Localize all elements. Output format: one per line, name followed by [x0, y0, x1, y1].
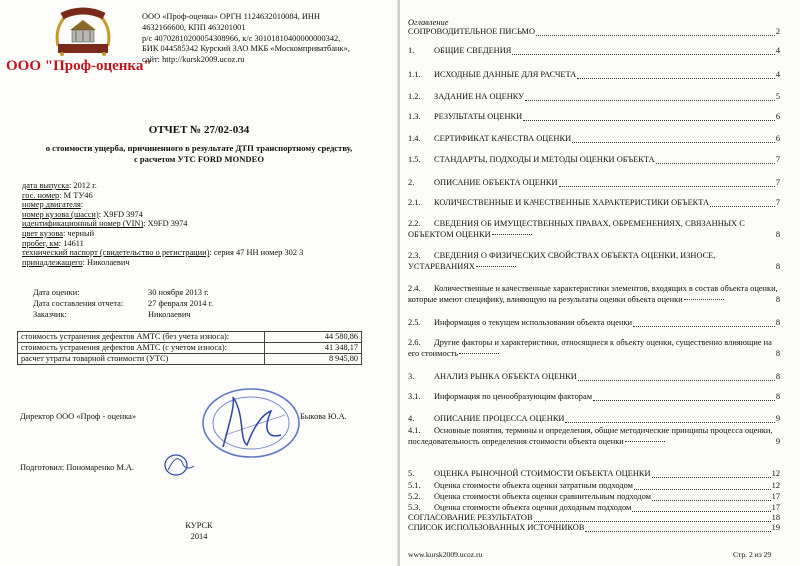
toc-leader-dots: [578, 379, 775, 381]
table-row: [18, 354, 362, 365]
toc-item[interactable]: [408, 392, 780, 403]
vehicle-row: [22, 181, 303, 191]
summary-label: стоимость устранения дефектов АМТС (с учетом износа):: [18, 343, 265, 354]
summary-label: стоимость устранения дефектов АМТС (без учета износа):: [18, 332, 265, 343]
toc-item[interactable]: [408, 251, 780, 272]
toc-item-page: 8: [775, 261, 780, 271]
toc-item-page: 8: [775, 372, 780, 381]
toc-leader-dots: [559, 185, 775, 187]
toc-item[interactable]: [408, 219, 780, 240]
toc-item-title: СВЕДЕНИЯ ОБ ИМУЩЕСТВЕННЫХ ПРАВАХ, ОБРЕМЕНЕНИЯХ, СВЯЗАННЫХ С ОБЪЕКТОМ ОЦЕНКИ: [408, 219, 745, 239]
toc-item-title: Другие факторы и характеристики, относящиеся к объекту оценки, существенно влияющие на его стоимость: [408, 338, 772, 358]
toc-leader-dots: [593, 399, 775, 401]
vehicle-row: [22, 200, 303, 210]
toc-leader-dots: [632, 510, 770, 512]
toc-leader-dots: [577, 77, 775, 79]
toc-item-number: 5.3.: [408, 503, 421, 512]
toc-item-number: 5.: [408, 469, 415, 478]
toc-item-page: 17: [771, 503, 780, 512]
toc-item-number: 2.2.: [408, 219, 421, 228]
toc-item-page: 12: [771, 481, 780, 490]
toc-item-page: 5: [775, 92, 780, 101]
vehicle-value: : Николаевич: [82, 257, 130, 267]
toc-leader-dots: [710, 205, 775, 207]
requisites-line: сайт: http://kursk2009.ucoz.ru: [142, 55, 245, 65]
date-row: [33, 287, 209, 298]
vehicle-row: [22, 248, 303, 258]
toc-item-number: 1.4.: [408, 134, 421, 143]
toc-item[interactable]: [408, 318, 780, 329]
report-subtitle: [0, 143, 398, 164]
company-logo: [50, 6, 116, 62]
company-name: ООО "Проф-оценка": [6, 58, 152, 74]
toc-item[interactable]: [408, 155, 780, 166]
toc-leader-dots: [476, 265, 516, 267]
toc-item-page: 9: [775, 414, 780, 423]
toc-item-title: ИСХОДНЫЕ ДАННЫЕ ДЛЯ РАСЧЕТА: [434, 70, 577, 79]
toc-leader-dots: [634, 488, 771, 490]
toc-item-page: 6: [775, 134, 780, 143]
director-name: Быкова Ю.А.: [300, 412, 347, 421]
toc-item-number: 1.2.: [408, 92, 421, 101]
toc-leader-dots: [652, 476, 771, 478]
toc-item-page: 9: [775, 436, 780, 446]
toc-item-page: 8: [775, 318, 780, 327]
toc-item[interactable]: [408, 198, 780, 209]
toc-item[interactable]: [408, 134, 780, 145]
toc-item-title: СЕРТИФИКАТ КАЧЕСТВА ОЦЕНКИ: [434, 134, 572, 143]
toc-item-title: ЗАДАНИЕ НА ОЦЕНКУ: [434, 92, 525, 101]
toc-leader-dots: [492, 233, 532, 235]
vehicle-row: [22, 258, 303, 268]
toc-item[interactable]: [408, 70, 780, 81]
vehicle-value: : черный: [63, 228, 95, 238]
date-label: Заказчик:: [33, 310, 67, 319]
toc-item-number: 2.: [408, 178, 415, 187]
vehicle-label: номер двигателя: [22, 200, 81, 210]
vehicle-label: цвет кузова: [22, 228, 64, 238]
toc-item-number: 3.: [408, 372, 415, 381]
toc-item-title: Оценка стоимости объекта оценки затратным подходом: [434, 481, 633, 490]
requisites-line: БИК 044585342 Курский ЗАО МКБ «Москомприватбанк»,: [142, 44, 350, 54]
toc-leader-dots: [525, 99, 775, 101]
toc-item-page: 6: [775, 112, 780, 121]
toc-leader-dots: [572, 141, 775, 143]
date-row: [33, 309, 191, 320]
company-requisites: [142, 12, 350, 66]
toc-item-page: 8: [775, 294, 780, 304]
toc-leader-dots: [633, 325, 775, 327]
toc-heading: Оглавление: [408, 18, 449, 27]
toc-item-number: 5.2.: [408, 492, 421, 501]
toc-item[interactable]: [408, 414, 780, 425]
table-row: [18, 343, 362, 354]
vehicle-label: технический паспорт (свидетельство о регистрации): [22, 248, 210, 258]
toc-item[interactable]: [408, 372, 780, 383]
toc-item-title: РЕЗУЛЬТАТЫ ОЦЕНКИ: [434, 112, 523, 121]
director-seal-stamp: [195, 385, 307, 470]
toc-item-title: АНАЛИЗ РЫНКА ОБЪЕКТА ОЦЕНКИ: [434, 372, 577, 381]
toc-item[interactable]: [408, 426, 780, 447]
requisites-line: 4632166600, КПП 463201001: [142, 22, 246, 32]
toc-item-page: 7: [775, 178, 780, 187]
toc-leader-dots: [684, 298, 724, 300]
vehicle-label: номер кузова (шасси): [22, 209, 99, 219]
toc-item-title: ОБЩИЕ СВЕДЕНИЯ: [434, 46, 512, 55]
toc-item-page: 7: [775, 155, 780, 164]
toc-item-title: СВЕДЕНИЯ О ФИЗИЧЕСКИХ СВОЙСТВАХ ОБЪЕКТА ОЦЕНКИ, ИЗНОСЕ, УСТАРЕВАНИЯХ: [408, 251, 716, 271]
toc-item-title: СОПРОВОДИТЕЛЬНОЕ ПИСЬМО: [408, 27, 536, 36]
toc-item-title: Информация о текущем использовании объекта оценки: [434, 318, 632, 327]
toc-leader-dots: [585, 530, 770, 532]
toc-item-page: 8: [775, 392, 780, 401]
toc-item[interactable]: [408, 513, 780, 524]
toc-item-number: 2.1.: [408, 198, 421, 207]
toc-item[interactable]: [408, 523, 780, 534]
toc-item-title: Основные понятия, термины и определения, общие методические принципы процесса оценки, последовательность определения стоимости объекта оценки: [408, 426, 773, 446]
toc-item-title: СПИСОК ИСПОЛЬЗОВАННЫХ ИСТОЧНИКОВ: [408, 523, 585, 532]
vehicle-value: : X9FD 3974: [143, 219, 188, 229]
vehicle-row: [22, 239, 303, 249]
toc-item-number: 5.1.: [408, 481, 421, 490]
date-label: Дата оценки:: [33, 288, 80, 297]
date-value: Николаевич: [148, 310, 191, 319]
toc-leader-dots: [656, 162, 775, 164]
toc-item-page: 17: [771, 492, 780, 501]
toc-item-title: КОЛИЧЕСТВЕННЫЕ И КАЧЕСТВЕННЫЕ ХАРАКТЕРИСТИКИ ОБЪЕКТА: [434, 198, 710, 207]
vehicle-value: : серия 47 НН номер 302 3: [209, 248, 304, 258]
footer-url: www.kursk2009.ucoz.ru: [408, 550, 483, 559]
toc-item-title: Оценка стоимости объекта оценки сравнительным подходом: [434, 492, 651, 501]
requisites-line: р/с 40702810200054308966, к/с 30101810400000000342,: [142, 33, 341, 43]
toc-item-page: 8: [775, 229, 780, 239]
date-value: 27 февраля 2014 г.: [148, 299, 214, 308]
city: КУРСК: [185, 521, 213, 530]
preparer-signature: [160, 452, 196, 485]
title-page: [0, 0, 398, 566]
date-row: [33, 298, 214, 309]
toc-item-page: 12: [771, 469, 780, 478]
director-label: Директор ООО «Проф - оценка»: [20, 412, 137, 421]
toc-item[interactable]: [408, 503, 780, 514]
summary-value: 41 348,17: [265, 343, 362, 354]
vehicle-row: [22, 229, 303, 239]
summary-value: 44 580,86: [265, 332, 362, 343]
vehicle-row: [22, 210, 303, 220]
vehicle-label: идентификационный номер (VIN): [22, 219, 144, 229]
toc-item-number: 1.1.: [408, 70, 421, 79]
toc-item[interactable]: [408, 92, 780, 103]
toc-item-title: СТАНДАРТЫ, ПОДХОДЫ И МЕТОДЫ ОЦЕНКИ ОБЪЕКТА: [434, 155, 655, 164]
toc-item-title: Оценка стоимости объекта оценки доходным подходом: [434, 503, 632, 512]
toc-item[interactable]: [408, 27, 780, 38]
toc-leader-dots: [565, 421, 774, 423]
summary-value: 8 945,80: [265, 354, 362, 365]
report-dates: [33, 287, 214, 320]
toc-item-number: 3.1.: [408, 392, 421, 401]
toc-leader-dots: [652, 499, 771, 501]
toc-item-number: 1.: [408, 46, 415, 55]
toc-item[interactable]: [408, 284, 780, 305]
vehicle-value: : 14611: [58, 238, 84, 248]
toc-leader-dots: [512, 53, 774, 55]
vehicle-details: [22, 181, 303, 267]
date-value: 30 ноября 2013 г.: [148, 288, 209, 297]
toc-item-page: 18: [771, 513, 780, 522]
toc-item-page: 8: [775, 348, 780, 358]
vehicle-value: : X9FD 3974: [98, 209, 143, 219]
vehicle-row: [22, 191, 303, 201]
toc-item-page: 19: [771, 523, 780, 532]
requisites-line: ООО «Проф-оценка» ОРГН 1124632010084, ИНН: [142, 12, 321, 21]
toc-item-number: 2.5.: [408, 318, 421, 327]
toc-item-title: ОЦЕНКА РЫНОЧНОЙ СТОИМОСТИ ОБЪЕКТА ОЦЕНКИ: [434, 469, 651, 478]
toc-leader-dots: [523, 119, 775, 121]
vehicle-label: пробег, км: [22, 238, 59, 248]
toc-item-page: 7: [775, 198, 780, 207]
vehicle-label: гос. номер: [22, 190, 60, 200]
date-label: Дата составления отчета:: [33, 299, 124, 308]
vehicle-value: : 2012 г.: [68, 181, 97, 190]
vehicle-row: [22, 219, 303, 229]
toc-item-page: 2: [775, 27, 780, 36]
toc-item[interactable]: [408, 338, 780, 359]
vehicle-label: принадлежащего: [22, 257, 83, 267]
city-year: [0, 520, 398, 542]
toc-item-number: 1.5.: [408, 155, 421, 164]
toc-item-number: 4.1.: [408, 426, 421, 435]
toc-item-number: 4.: [408, 414, 415, 423]
toc-item-page: 4: [775, 70, 780, 79]
toc-item[interactable]: [408, 492, 780, 503]
report-subtitle-line: о стоимости ущерба, причиненного в результате ДТП транспортному средству,: [45, 143, 353, 153]
toc-item-number: 2.4.: [408, 284, 421, 293]
vehicle-label: дата выпуска: [22, 181, 69, 190]
toc-leader-dots: [534, 520, 771, 522]
toc-item-number: 2.6.: [408, 338, 421, 347]
toc-item-number: 2.3.: [408, 251, 421, 260]
toc-item[interactable]: [408, 178, 780, 189]
toc-item-number: 1.3.: [408, 112, 421, 121]
report-subtitle-line: с расчетом УТС FORD MONDEO: [133, 153, 265, 164]
toc-leader-dots: [459, 352, 499, 354]
toc-item-title: Количественные и качественные характеристики элементов, входящих в состав объекта оценки, которые имеют специфику, влияющую на результаты оценки объекта оценки: [408, 284, 778, 304]
vehicle-value: :: [80, 200, 84, 210]
toc-item-title: ОПИСАНИЕ ПРОЦЕССА ОЦЕНКИ: [434, 414, 565, 423]
year: 2014: [190, 532, 208, 541]
toc-leader-dots: [536, 34, 775, 36]
summary-label: расчет утраты товарной стоимости (УТС): [18, 354, 265, 365]
toc-item[interactable]: [408, 112, 780, 123]
toc-item-title: ОПИСАНИЕ ОБЪЕКТА ОЦЕНКИ: [434, 178, 558, 187]
footer-page-number: Стр. 2 из 29: [733, 550, 772, 559]
summary-table: [17, 331, 362, 365]
toc-item[interactable]: [408, 46, 780, 57]
toc-item[interactable]: [408, 481, 780, 492]
preparer: Подготовил: Пономаренко М.А.: [20, 463, 135, 472]
report-title: ОТЧЕТ № 27/02-034: [148, 124, 250, 136]
toc-leader-dots: [625, 440, 665, 442]
toc-item-title: Информация по ценообразующим факторам: [434, 392, 593, 401]
toc-item-page: 4: [775, 46, 780, 55]
table-row: [18, 332, 362, 343]
vehicle-value: : М ТУ46: [59, 190, 93, 200]
toc-item-title: СОГЛАСОВАНИЕ РЕЗУЛЬТАТОВ: [408, 513, 533, 522]
toc-item[interactable]: [408, 469, 780, 480]
